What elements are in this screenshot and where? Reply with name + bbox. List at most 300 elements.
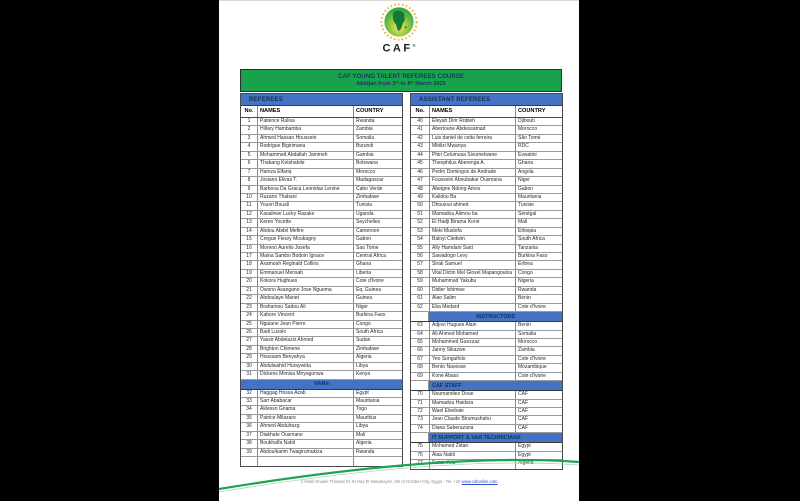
referees-row — [241, 423, 402, 431]
assistant-referees-cell-no: 45 — [417, 160, 423, 167]
referees-row — [241, 118, 402, 126]
referees-cell-name: Yassir Abdelaziz Ahmed — [257, 337, 353, 344]
letterbox-left — [0, 0, 219, 500]
assistant-referees-table — [410, 93, 563, 470]
assistant-referees-row — [411, 143, 562, 151]
referees-row — [241, 228, 402, 236]
referees-cell-no: 2 — [247, 126, 251, 133]
assistant-referees-row — [411, 194, 562, 202]
referees-cell-name: Dickens Mimisa Mnyagonwa — [257, 371, 353, 378]
referees-cell-country: Rwanda — [353, 118, 403, 125]
assistant-referees-cell-no: 62 — [417, 303, 423, 310]
assistant-referees-cell-country: Angola — [515, 169, 563, 176]
referees-cell-country — [353, 457, 403, 465]
referees-cell-name: Kasalirwe Lucky Razake — [257, 211, 353, 218]
assistant-referees-cell-no: 63 — [417, 322, 423, 329]
assistant-referees-row — [411, 152, 562, 160]
referees-section-header: REFEREES — [241, 94, 402, 106]
referees-cell-country: Central Africa — [353, 253, 403, 260]
assistant-referees-cell-no: 46 — [417, 168, 423, 175]
referees-column-header — [241, 106, 402, 118]
assistant-referees-cell-no: 77 — [417, 460, 423, 467]
referees-row — [241, 287, 402, 295]
referees-cell-name: Brahamou Sadou Ali — [257, 304, 353, 311]
referees-row — [241, 406, 402, 414]
referees-cell-country: Gabon — [353, 236, 403, 243]
assistant-referees-cell-no: 75 — [417, 443, 423, 450]
referees-cell-country: South Africa — [353, 329, 403, 336]
assistant-referees-cell-no: 60 — [417, 286, 423, 293]
assistant-referees-row — [411, 295, 562, 303]
referees-cell-no: 6 — [247, 160, 251, 167]
assistant-referees-cell-country: Burkina Faso — [515, 253, 563, 260]
referees-row — [241, 337, 402, 345]
referees-cell-name: Keren Yocette — [257, 219, 353, 226]
assistant-referees-cell-country: Eritrea — [515, 261, 563, 268]
referees-cell-country: Guinea — [353, 295, 403, 302]
assistant-referees-cell-no: 42 — [417, 134, 423, 141]
referees-cell-country: Togo — [353, 406, 403, 413]
assistant-referees-section-header: ASSISTANT REFEREES — [411, 94, 562, 106]
referees-cell-no: 35 — [246, 414, 252, 421]
referees-row — [241, 169, 402, 177]
assistant-referees-cell-no: 56 — [417, 253, 423, 259]
referees-cell-name: Abdoulaye Manet — [257, 295, 353, 302]
assistant-referees-cell-name: Sirak Samuel — [429, 261, 515, 268]
assistant-referees-cell-name: Dhouioui ahmed — [429, 202, 515, 209]
assistant-referees-cell-name: Abeigne Ndong Amos — [429, 186, 515, 193]
assistant-referees-cell-no: 72 — [417, 408, 423, 414]
referees-cell-name: Hamza Elfariq — [257, 169, 353, 176]
referees-table — [240, 93, 403, 467]
assistant-referees-cell-country: Tanzania — [515, 245, 563, 252]
referees-cell-country: Zambia — [353, 126, 403, 133]
assistant-referees-subsection-instructors — [411, 312, 562, 322]
assistant-referees-row — [411, 452, 562, 460]
assistant-referees-cell-name: Fousseini Aboubakar Ousmana — [429, 177, 515, 184]
referees-row — [241, 202, 402, 210]
assistant-referees-row — [411, 373, 562, 381]
assistant-referees-cell-name: Ali Ahmed Mohamed — [429, 331, 515, 338]
referees-col-country: COUNTRY — [353, 106, 403, 117]
assistant-referees-col-names: NAMES — [429, 106, 515, 117]
assistant-referees-rows — [411, 118, 562, 469]
assistant-referees-row — [411, 400, 562, 408]
referees-rows — [241, 118, 402, 466]
referees-cell-no: 34 — [246, 406, 252, 413]
referees-cell-country: Congo — [353, 321, 403, 328]
referees-cell-name: Houssam Benyahya — [257, 354, 353, 361]
referees-cell-name: Moreno Aurelio Josefa — [257, 245, 353, 252]
referees-row — [241, 398, 402, 406]
assistant-referees-cell-country: CAF — [515, 416, 563, 423]
referees-cell-country: Cameroon — [353, 228, 403, 235]
referees-cell-no: 37 — [246, 431, 252, 438]
referees-cell-name: Abdulwahid Huraywida — [257, 363, 353, 370]
assistant-referees-cell-country: Mozambique — [515, 364, 563, 371]
assistant-referees-row — [411, 228, 562, 236]
assistant-referees-cell-no: 52 — [417, 219, 423, 226]
referees-cell-country: Niger — [353, 304, 403, 311]
assistant-referees-cell-country: CAF — [515, 400, 563, 407]
referees-row — [241, 329, 402, 337]
assistant-referees-cell-name: Baloyi Cledwin — [429, 236, 515, 243]
caf-logo — [219, 3, 579, 55]
assistant-referees-subsection-it-support-var-technicians — [411, 433, 562, 443]
referees-cell-no: 30 — [246, 362, 252, 369]
course-title: CAF YOUNG TALENT REFEREES COURSE — [338, 73, 464, 80]
assistant-referees-cell-country: Congo — [515, 270, 563, 277]
assistant-referees-cell-country: South Africa — [515, 236, 563, 243]
referees-cell-name — [257, 457, 353, 465]
referees-row — [241, 321, 402, 329]
assistant-referees-cell-name: Mbilizi Mwanya — [429, 143, 515, 150]
document-page — [219, 0, 579, 501]
assistant-referees-cell-no: 47 — [417, 177, 423, 184]
assistant-referees-cell-country: Egypt — [515, 443, 563, 450]
assistant-referees-subsection-empty-no-cell — [411, 381, 429, 390]
referees-cell-country: Burundi — [353, 143, 403, 150]
footer-address — [219, 479, 579, 484]
assistant-referees-row — [411, 304, 562, 312]
referees-row — [241, 346, 402, 354]
referees-cell-no: 11 — [246, 202, 252, 209]
course-subtitle: Abidjan from 3ʳᵈ to 8ᵗʰ March 2025 — [356, 81, 446, 87]
referees-cell-no: 39 — [246, 448, 252, 455]
assistant-referees-row — [411, 160, 562, 168]
footer-address-text: 3 Abdel Khalek Tharwat St, El Hay El Motamayez, 6th of October City, Egypt - Tel: +20 — [300, 479, 462, 484]
referees-row — [241, 449, 402, 457]
assistant-referees-cell-no: 54 — [417, 236, 423, 243]
assistant-referees-row — [411, 202, 562, 210]
referees-cell-country: Mauritania — [353, 398, 403, 405]
assistant-referees-cell-no: 71 — [417, 399, 423, 406]
assistant-referees-cell-country: Sénégal — [515, 211, 563, 218]
referees-cell-name: Mohammed Abdallah Jammeh — [257, 152, 353, 159]
referees-cell-country: Liberia — [353, 270, 403, 277]
assistant-referees-cell-country: Morocco — [515, 126, 563, 133]
assistant-referees-row — [411, 118, 562, 126]
letterbox-right — [579, 0, 800, 500]
assistant-referees-cell-name: Noumandiez Doue — [429, 391, 515, 398]
assistant-referees-cell-no: 50 — [417, 202, 423, 209]
referees-cell-no: 38 — [246, 440, 252, 447]
assistant-referees-col-no: No. — [415, 108, 425, 114]
referees-cell-country: Sudan — [353, 337, 403, 344]
assistant-referees-row — [411, 135, 562, 143]
assistant-referees-cell-name: Yeo Songuifolo — [429, 356, 515, 363]
referees-cell-name: Yousri Bouali — [257, 202, 353, 209]
assistant-referees-cell-country: Ghana — [515, 160, 563, 167]
assistant-referees-cell-name: Vital Dictin Mel Glovel Mapangoulou — [429, 270, 515, 277]
referees-cell-name: Josiano Elivas T. — [257, 177, 353, 184]
referees-cell-country: Morocco — [353, 169, 403, 176]
assistant-referees-cell-country: Somalia — [515, 331, 563, 338]
referees-cell-name: Haggag Hossa Azab — [257, 390, 353, 397]
assistant-referees-row — [411, 287, 562, 295]
assistant-referees-row — [411, 425, 562, 433]
referees-row — [241, 194, 402, 202]
assistant-referees-cell-name: Mohamed Zidan — [429, 443, 515, 450]
referees-cell-country: Mauritius — [353, 415, 403, 422]
assistant-referees-cell-country: Rwanda — [515, 287, 563, 294]
referees-row — [241, 363, 402, 371]
assistant-referees-cell-no: 51 — [417, 210, 423, 217]
referees-cell-no — [241, 457, 257, 465]
assistant-referees-row — [411, 261, 562, 269]
referees-cell-name: Patrice Milazare — [257, 415, 353, 422]
assistant-referees-cell-name: Luis daniel de ceita ferreira — [429, 135, 515, 142]
assistant-referees-col-country: COUNTRY — [515, 106, 563, 117]
referees-cell-country: Cote d'Ivoire — [353, 278, 403, 285]
assistant-referees-cell-name: Ally Hamdani Said — [429, 245, 515, 252]
referees-row — [241, 295, 402, 303]
referees-cell-no: 17 — [246, 253, 252, 259]
referees-cell-name: Diakhate Ousmane — [257, 432, 353, 439]
referees-cell-country: Egypt — [353, 390, 403, 397]
assistant-referees-cell-country: CAF — [515, 391, 563, 398]
referees-cell-name: Emmanuel Mensah — [257, 270, 353, 277]
assistant-referees-cell-country: Cote d'Ivoire — [515, 356, 563, 363]
referees-cell-country: Rwanda — [353, 449, 403, 456]
assistant-referees-row — [411, 219, 562, 227]
referees-cell-no: 3 — [247, 134, 251, 141]
course-title-bar — [240, 69, 562, 92]
referees-cell-no: 5 — [247, 151, 251, 158]
referees-cell-country: Seychelles — [353, 219, 403, 226]
referees-cell-no: 26 — [246, 328, 252, 335]
assistant-referees-cell-no: 43 — [417, 143, 423, 150]
referees-cell-country: Eq. Guinea — [353, 287, 403, 294]
assistant-referees-row — [411, 278, 562, 286]
referees-cell-name: Owono Asangano Jose Nguema — [257, 287, 353, 294]
assistant-referees-cell-name: Kalidou Ba — [429, 194, 515, 201]
assistant-referees-cell-country: RDC — [515, 143, 563, 150]
referees-subsection-vars: VARs — [241, 380, 402, 390]
referees-cell-name: Brighton Chimene — [257, 346, 353, 353]
referees-cell-name: Nguiane Jean Pierre — [257, 321, 353, 328]
referees-col-names: NAMES — [257, 106, 353, 117]
assistant-referees-cell-name: Sawadogo Levy — [429, 253, 515, 260]
referees-row — [241, 432, 402, 440]
assistant-referees-row — [411, 270, 562, 278]
referees-cell-name: Aklesso Gnama — [257, 406, 353, 413]
assistant-referees-cell-country: Nigeria — [515, 278, 563, 285]
referees-cell-no: 33 — [246, 398, 252, 404]
referees-cell-no: 27 — [246, 337, 252, 344]
assistant-referees-cell-no: 41 — [417, 126, 423, 133]
assistant-referees-cell-country: Egypt — [515, 452, 563, 459]
referees-cell-no: 28 — [246, 345, 252, 352]
assistant-referees-cell-name: Theophilus Aberenga A. — [429, 160, 515, 167]
referees-cell-country: Algeria — [353, 440, 403, 447]
referees-cell-no: 15 — [246, 236, 252, 243]
referees-row — [241, 152, 402, 160]
referees-cell-name: Boukhalfa Nabil — [257, 440, 353, 447]
assistant-referees-cell-country: Zambia — [515, 347, 563, 354]
assistant-referees-row — [411, 339, 562, 347]
referees-cell-name: Abdou Abdel Mefire — [257, 228, 353, 235]
assistant-referees-row — [411, 364, 562, 372]
assistant-referees-row — [411, 391, 562, 399]
referees-row — [241, 126, 402, 134]
referees-cell-no: 14 — [246, 227, 252, 234]
referees-row — [241, 160, 402, 168]
assistant-referees-cell-no: 70 — [417, 391, 423, 398]
assistant-referees-cell-name: Adjovi Hugues Alain — [429, 322, 515, 329]
referees-cell-name: Rodrigue Bigirimana — [257, 143, 353, 150]
referees-row — [241, 253, 402, 261]
referees-cell-country: Kenya — [353, 371, 403, 378]
assistant-referees-cell-name: Kone Abass — [429, 373, 515, 380]
assistant-referees-cell-no: 61 — [417, 295, 423, 302]
assistant-referees-cell-country: Mauritania — [515, 194, 563, 201]
assistant-referees-cell-no: 69 — [417, 372, 423, 379]
assistant-referees-cell-name: Mohammed Guezzaz — [429, 339, 515, 346]
referees-row — [241, 186, 402, 194]
assistant-referees-column-header — [411, 106, 562, 118]
referees-cell-no: 23 — [246, 303, 252, 310]
referees-cell-no: 19 — [246, 269, 252, 276]
assistant-referees-cell-no: 66 — [417, 347, 423, 354]
referees-cell-name: Abdoulkarim Twagirumukiza — [257, 449, 353, 456]
assistant-referees-subsection-empty-no-cell — [411, 433, 429, 442]
assistant-referees-cell-no: 65 — [417, 338, 423, 345]
assistant-referees-cell-country: Tunisie — [515, 202, 563, 209]
assistant-referees-cell-no: 67 — [417, 355, 423, 362]
referees-cell-no: 12 — [246, 210, 252, 217]
referees-cell-no: 7 — [247, 168, 251, 175]
assistant-referees-cell-country: Niger — [515, 177, 563, 184]
referees-row — [241, 143, 402, 151]
referees-cell-no: 24 — [246, 312, 252, 319]
assistant-referees-cell-name: Didier Ishimwe — [429, 287, 515, 294]
referees-cell-country: Mali — [353, 432, 403, 439]
assistant-referees-cell-name: Wael Elsebaie — [429, 408, 515, 415]
referees-cell-no: 36 — [246, 423, 252, 430]
referees-cell-no: 21 — [246, 286, 252, 293]
assistant-referees-row — [411, 347, 562, 355]
assistant-referees-row — [411, 236, 562, 244]
assistant-referees-cell-name: Pedro Domingos de Andrade — [429, 169, 515, 176]
referees-cell-no: 1 — [247, 118, 251, 124]
assistant-referees-cell-name: Mamadou Alimou ba — [429, 211, 515, 218]
assistant-referees-cell-name: Janny Sikazwe — [429, 347, 515, 354]
caf-logo-globe-icon — [376, 3, 422, 43]
assistant-referees-cell-name: Jean Claude Birumushahu — [429, 416, 515, 423]
referees-cell-name: Ahmed Hassan Houssein — [257, 135, 353, 142]
assistant-referees-row — [411, 186, 562, 194]
assistant-referees-cell-no: 76 — [417, 451, 423, 458]
referees-cell-no: 32 — [246, 389, 252, 396]
assistant-referees-cell-name: El Hadji Birama Koné — [429, 219, 515, 226]
referees-cell-no: 16 — [246, 244, 252, 251]
referees-cell-name: Patience Rulisa — [257, 118, 353, 125]
referees-cell-name: Thabang Ketshabile — [257, 160, 353, 167]
referees-cell-name: Ahmed Abdulrazg — [257, 423, 353, 430]
assistant-referees-cell-name: Alao Salim — [429, 295, 515, 302]
assistant-referees-cell-name: Alaa Nabil — [429, 452, 515, 459]
assistant-referees-row — [411, 322, 562, 330]
assistant-referees-cell-name: Abertoune Abdessamad — [429, 126, 515, 133]
referees-cell-name: Barbosa Da Graca Leonidas Lenine — [257, 186, 353, 193]
referees-cell-no: 22 — [246, 295, 252, 302]
referees-cell-name: Ruzario Thabani — [257, 194, 353, 201]
referees-row — [241, 457, 402, 465]
referees-col-no: No. — [244, 108, 254, 114]
referees-row — [241, 278, 402, 286]
referees-row — [241, 135, 402, 143]
referees-row — [241, 219, 402, 227]
referees-row — [241, 354, 402, 362]
assistant-referees-cell-country: CAF — [515, 425, 563, 432]
assistant-referees-subsection-empty-no-cell — [411, 312, 429, 321]
assistant-referees-cell-no: 48 — [417, 185, 423, 192]
assistant-referees-subsection-label: CAF STAFF — [429, 381, 562, 390]
referees-cell-country: Ghana — [353, 261, 403, 268]
assistant-referees-cell-country: Djibouti — [515, 118, 563, 125]
assistant-referees-subsection-label: IT SUPPORT & VAR TECHNICIANS — [429, 433, 562, 442]
referees-cell-no: 8 — [247, 177, 251, 184]
registered-mark: ® — [412, 43, 416, 48]
assistant-referees-cell-no: 55 — [417, 244, 423, 251]
assistant-referees-cell-country: Mali — [515, 219, 563, 226]
assistant-referees-cell-country: Eswatini — [515, 152, 563, 159]
assistant-referees-cell-country: Algeria — [515, 460, 563, 468]
referees-cell-name: Hillary Hambamba — [257, 126, 353, 133]
referees-row — [241, 177, 402, 185]
referees-cell-country: Cabo Verde — [353, 186, 403, 193]
assistant-referees-cell-name: Muhammad Yakubu — [429, 278, 515, 285]
referees-cell-no: 20 — [246, 278, 252, 285]
referees-row — [241, 304, 402, 312]
referees-cell-no: 4 — [247, 143, 251, 150]
assistant-referees-cell-no: 59 — [417, 278, 423, 285]
assistant-referees-row — [411, 253, 562, 261]
referees-cell-country: Sao Tome — [353, 245, 403, 252]
assistant-referees-row — [411, 460, 562, 468]
referees-cell-country: Zimbabwe — [353, 194, 403, 201]
assistant-referees-subsection-label: INSTRUCTORS — [429, 312, 562, 321]
referees-cell-name: Cregue Fleury Moukagny — [257, 236, 353, 243]
assistant-referees-cell-no: 53 — [417, 227, 423, 234]
referees-cell-no: 10 — [246, 193, 252, 200]
referees-cell-country: Gambia — [353, 152, 403, 159]
referees-cell-country: Somalia — [353, 135, 403, 142]
assistant-referees-cell-no: 64 — [417, 330, 423, 337]
referees-cell-no: 9 — [247, 185, 251, 192]
assistant-referees-cell-no: 57 — [417, 261, 423, 268]
referees-row — [241, 440, 402, 448]
referees-cell-name: Sarr Ababacar — [257, 398, 353, 405]
referees-row — [241, 415, 402, 423]
referees-row — [241, 371, 402, 379]
assistant-referees-cell-name: Meki Mustofa — [429, 228, 515, 235]
assistant-referees-cell-name: Phiri Celumusa Sivumelwane — [429, 152, 515, 159]
assistant-referees-cell-name: Eba Medard — [429, 304, 515, 311]
referees-cell-name: Asamoah Reginald Collins — [257, 261, 353, 268]
assistant-referees-cell-no: 58 — [417, 269, 423, 276]
assistant-referees-cell-country: Cote d'Ivoire — [515, 373, 563, 380]
assistant-referees-cell-name: Mamadou Haidara — [429, 400, 515, 407]
referees-cell-no: 13 — [246, 219, 252, 226]
referees-cell-country: Uganda — [353, 211, 403, 218]
assistant-referees-cell-name: Bento Navesse — [429, 364, 515, 371]
assistant-referees-cell-country: Benin — [515, 295, 563, 302]
footer-website-link[interactable]: www.cafonline.com — [461, 479, 498, 484]
assistant-referees-cell-no: 74 — [417, 424, 423, 431]
referees-cell-name: Maina Sambo Bodoin Ignace — [257, 253, 353, 260]
